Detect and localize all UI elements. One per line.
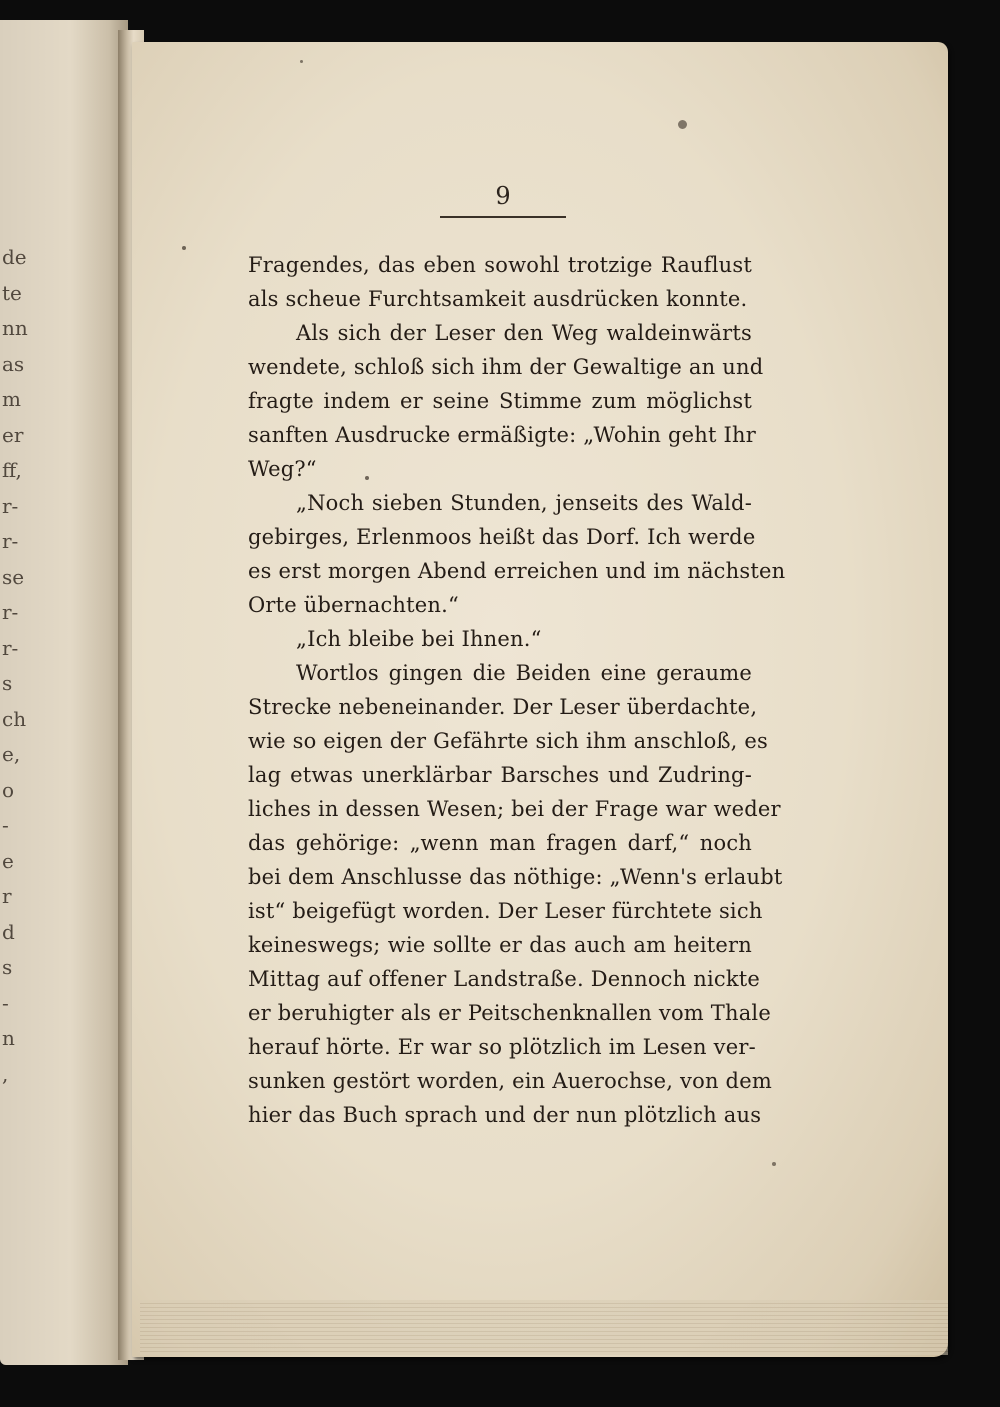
page-edges [140,1300,948,1355]
left-page-fragment: r- [2,529,19,553]
left-page-fragment: nn [2,316,28,340]
text-line: sunken gestört worden, ein Auerochse, von dem [248,1069,772,1093]
paper-speck [772,1162,776,1166]
left-page-fragment: se [2,564,25,589]
text-line: gebirges, Erlenmoos heißt das Dorf. Ich werde [248,525,756,549]
text-line: sanften Ausdrucke ermäßigte: „Wohin geht Ihr [248,423,756,447]
text-line: Strecke nebeneinander. Der Leser überdachte, [248,695,758,719]
text-line: liches in dessen Wesen; bei der Frage war weder [248,797,781,821]
text-line: Mittag auf offener Landstraße. Dennoch nickte [248,967,761,991]
text-line: ist“ beigefügt worden. Der Leser fürchtete sich [248,899,763,923]
left-page-fragment: r [2,884,12,908]
text-line: hier das Buch sprach und der nun plötzlich aus [248,1103,762,1127]
text-line: „Ich bleibe bei Ihnen.“ [296,627,542,651]
left-page-fragment: e, [2,742,21,766]
text-line: er beruhigter als er Peitschenknallen vom Thale [248,1001,771,1025]
text-line: wendete, schloß sich ihm der Gewaltige an und [248,355,764,379]
left-page-fragment: s [2,955,13,979]
left-page-fragment: r- [2,600,19,624]
left-page-fragment: de [2,245,27,269]
text-line: Fragendes, das eben sowohl trotzige Rauflust [248,253,752,277]
left-page-fragment: ch [2,706,27,731]
text-line: wie so eigen der Gefährte sich ihm anschloß, es [248,729,769,753]
body-text [248,248,786,1132]
text-line: fragte indem er seine Stimme zum möglichst [248,389,752,413]
text-line: keineswegs; wie sollte er das auch am heitern [248,933,752,957]
paper-speck [182,246,186,250]
text-line: herauf hörte. Er war so plötzlich im Lesen ver- [248,1035,756,1059]
left-page-fragment: as [2,351,25,376]
header-rule [440,216,566,218]
text-line: es erst morgen Abend erreichen und im nächsten [248,559,786,583]
text-line: Weg?“ [248,457,317,481]
text-line: als scheue Furchtsamkeit ausdrücken konnte. [248,287,748,311]
text-line: Orte übernachten.“ [248,593,459,617]
left-page-fragment: e [2,848,14,873]
left-page-fragment: , [2,1061,9,1086]
text-line: bei dem Anschlusse das nöthige: „Wenn's erlaubt [248,865,783,889]
left-page-fragment: - [2,813,9,837]
left-page-fragment: d [2,919,15,944]
left-page-fragment: ff, [2,458,22,482]
left-page-fragment: n [2,1026,15,1050]
text-line: „Noch sieben Stunden, jenseits des Wald- [296,491,752,515]
paper-speck [300,60,303,63]
left-page-fragment: - [2,990,9,1015]
left-page-fragment: o [2,777,15,802]
paper-speck [678,120,687,129]
left-page-fragment: r- [2,635,19,660]
left-page-fragment: s [2,671,13,695]
page-number: 9 [495,182,511,210]
text-line: lag etwas unerklärbar Barsches und Zudring- [248,763,752,787]
left-facing-page [0,20,128,1365]
left-page-fragment: te [2,280,22,305]
left-page-fragment: m [2,387,21,411]
text-line: Wortlos gingen die Beiden eine geraume [296,661,752,685]
text-line: Als sich der Leser den Weg waldeinwärts [296,321,752,345]
left-page-text-fragments [0,20,40,1365]
text-line: das gehörige: „wenn man fragen darf,“ noch [248,831,752,855]
left-page-fragment: r- [2,493,19,518]
left-page-fragment: er [2,422,24,447]
